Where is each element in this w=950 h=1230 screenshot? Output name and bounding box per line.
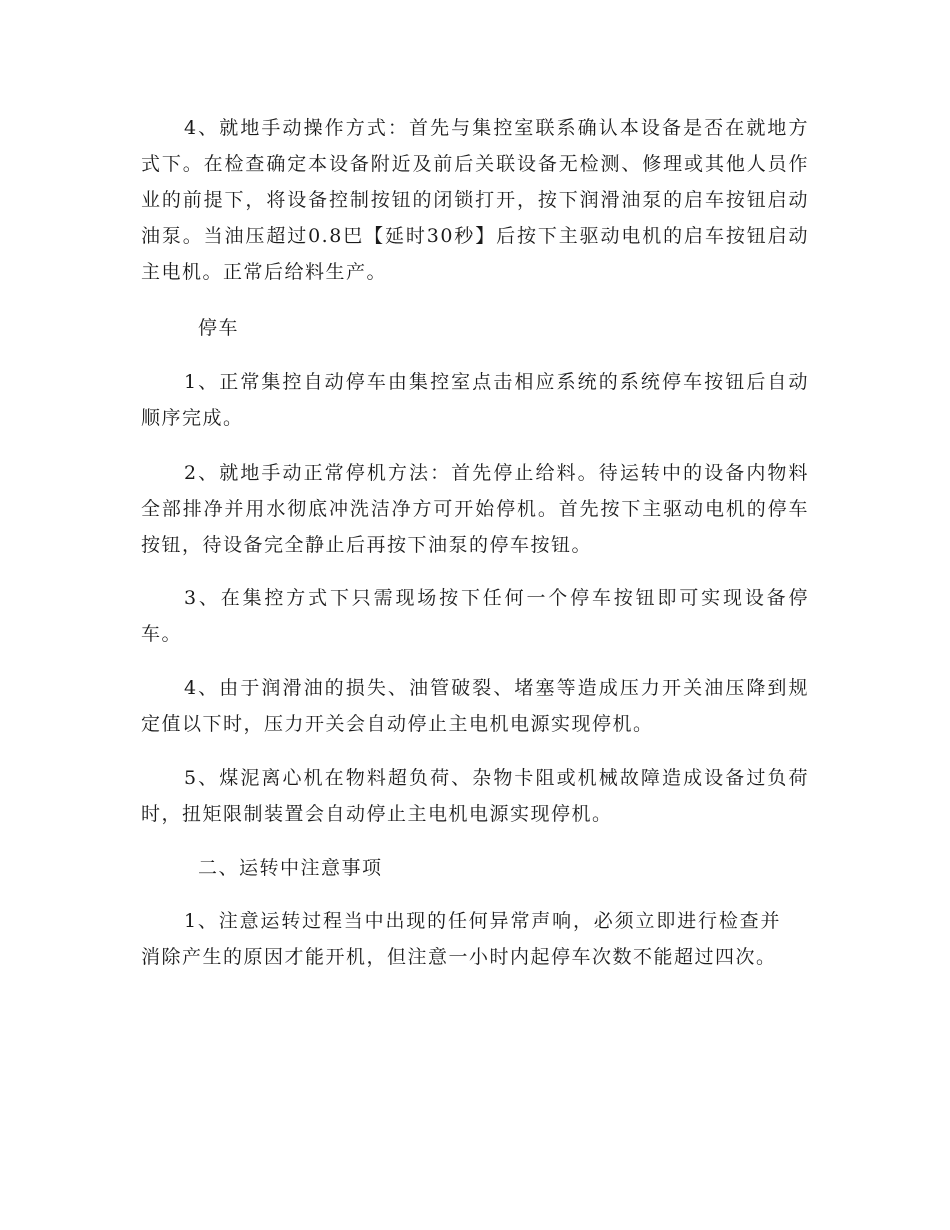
paragraph-pressure-switch-stop: 4、由于润滑油的损失、油管破裂、堵塞等造成压力开关油压降到规定值以下时，压力开关会自动停止主电机电源实现停机。 (141, 677, 809, 735)
heading-stop: 停车 (198, 317, 240, 339)
paragraph-manual-stop: 2、就地手动正常停机方法：首先停止给料。待运转中的设备内物料全部排净并用水彻底冲洗洁净方可开始停机。首先按下主驱动电机的停车按钮，待设备完全静止后再按下油泵的停车按钮。 (141, 462, 809, 556)
paragraph-abnormal-noise: 1、注意运转过程当中出现的任何异常声响，必须立即进行检查并消除产生的原因才能开机，但注意一小时内起停车次数不能超过四次。 (141, 910, 781, 968)
paragraph-central-control-stop: 3、在集控方式下只需现场按下任何一个停车按钮即可实现设备停车。 (141, 587, 809, 645)
heading-running-precautions: 二、运转中注意事项 (198, 857, 383, 879)
paragraph-local-manual-operation: 4、就地手动操作方式：首先与集控室联系确认本设备是否在就地方式下。在检查确定本设备附近及前后关联设备无检测、修理或其他人员作业的前提下，将设备控制按钮的闭锁打开，按下润滑油泵的启车按钮启动油泵。当油压超过0.8巴【延时30秒】后按下主驱动电机的启车按钮启动主电机。正常后给料生产。 (141, 117, 809, 283)
paragraph-auto-stop: 1、正常集控自动停车由集控室点击相应系统的系统停车按钮后自动顺序完成。 (141, 371, 809, 429)
paragraph-torque-limit-stop: 5、煤泥离心机在物料超负荷、杂物卡阻或机械故障造成设备过负荷时，扭矩限制装置会自动停止主电机电源实现停机。 (141, 767, 809, 825)
